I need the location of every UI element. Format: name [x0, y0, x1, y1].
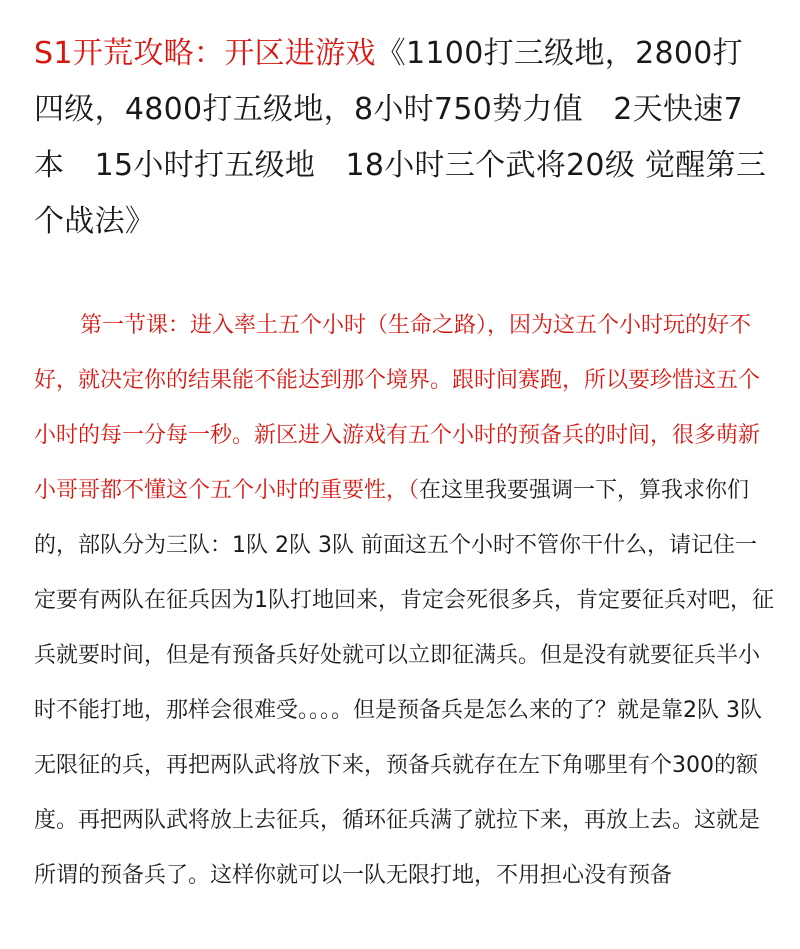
article: [34, 26, 770, 250]
title-prefix: S1开荒攻略：开区进游戏: [34, 36, 376, 71]
paragraph-black-text: 在这里我要强调一下，算我求你们的，部队分为三队：1队 2队 3队 前面这五个小时不管你干什么，请记住一定要有两队在征兵因为1队打地回来，肯定会死很多兵，肯定要征兵对吧，征兵就要时间，但是有预备兵好处就可以立即征满兵。但是没有就要征兵半小时不能打地，那样会很难受。。。。但是预备兵是怎么来的了？就是靠2队 3队无限征的兵，再把两队武将放下来，预备兵就存在左下角哪里有个300的额度。再把两队武将放上去征兵，循环征兵满了就拉下来，再放上去。这就是所谓的预备兵了。这样你就可以一队无限打地，不用担心没有预备: [34, 478, 774, 888]
paragraph-red-text: 第一节课：进入率土五个小时（生命之路），因为这五个小时玩的好不好，就决定你的结果能不能达到那个境界。跟时间赛跑，所以要珍惜这五个小时的每一分每一秒。新区进入游戏有五个小时的预备兵的时间，很多萌新小哥哥都不懂这个五个小时的重要性，（: [34, 313, 761, 503]
article-title: [34, 26, 770, 250]
article-paragraph: [34, 298, 774, 903]
title-rest: 《1100打三级地，2800打四级，4800打五级地，8小时750势力值 2天快速7本 15小时打五级地 18小时三个武将20级 觉醒第三个战法》: [34, 36, 767, 239]
